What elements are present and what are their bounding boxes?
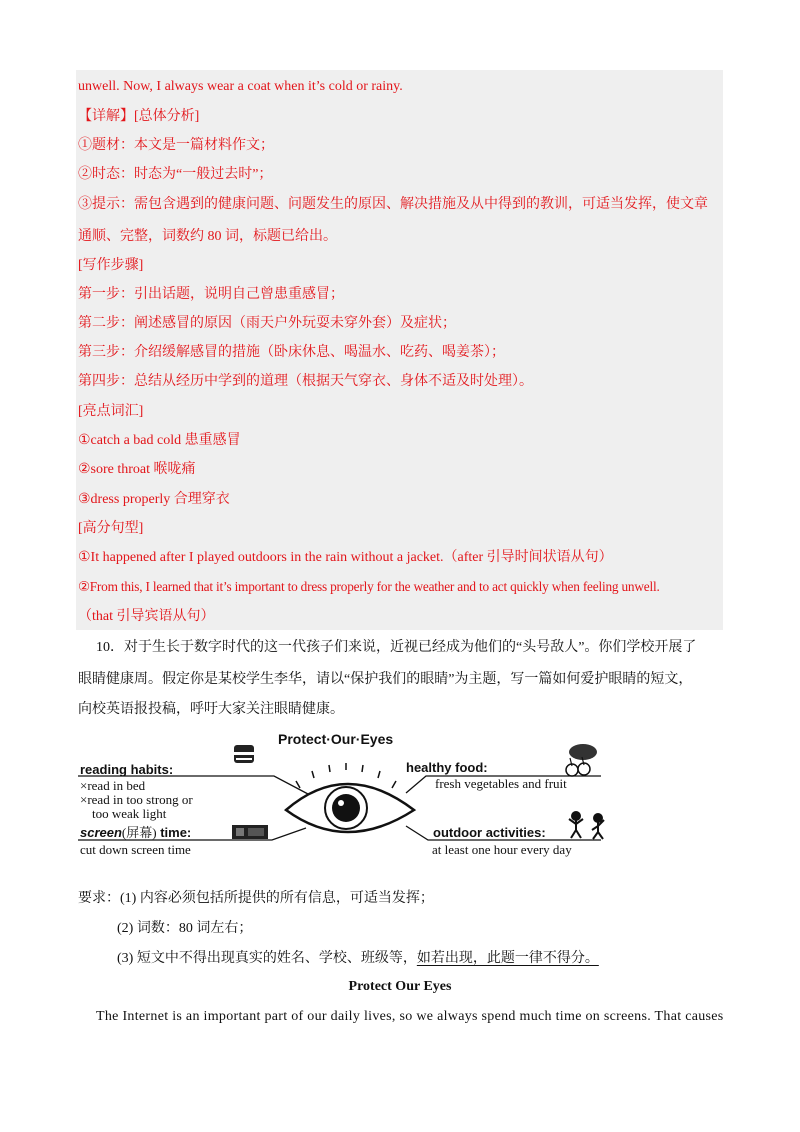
answer-line: 第四步：总结从经历中学到的道理（根据天气穿衣、身体不适及时处理）。 [78,374,533,389]
reading-habit-item: ×read in too strong or [80,792,193,807]
answer-line: ①It happened after I played outdoors in the rain without a jacket.（after 引导时间状语从句） [78,550,613,565]
healthy-food-heading: healthy food: [406,760,488,775]
reading-habits-heading: reading habits: [80,762,174,777]
reading-habit-item: ×read in bed [80,778,146,793]
requirement-1: 要求：(1) 内容必须包括所提供的所有信息，可适当发挥； [78,891,434,906]
book-stack-icon [230,745,258,763]
answer-line: unwell. Now, I always wear a coat when it’s cold or rainy. [78,79,403,94]
question-text: 眼睛健康周。假定你是某校学生李华，请以“保护我们的眼睛”为主题，写一篇如何爱护眼睛的短文， [78,672,693,687]
requirement-3-text: (3) 短文中不得出现真实的姓名、学校、班级等， [117,951,417,966]
screen-time-text: cut down screen time [80,842,191,857]
requirement-3 [117,950,599,968]
outdoor-activities-heading: outdoor activities: [433,825,546,840]
answer-line: ②From this, I learned that it’s important to dress properly for the weather and to act quickly when feeling unwell. [78,579,660,594]
answer-line: [亮点词汇] [78,404,144,419]
diagram-title: Protect·Our·Eyes [278,731,394,747]
answer-line: ③dress properly 合理穿衣 [78,492,230,507]
answer-line: 通顺、完整，词数约 80 词，标题已给出。 [78,229,337,244]
requirement-2: (2) 词数：80 词左右； [117,921,253,936]
outdoor-activities-text: at least one hour every day [432,842,572,857]
answer-line: 第三步：介绍缓解感冒的措施（卧床休息、喝温水、吃药、喝姜茶）； [78,345,505,360]
question-text: 10．对于生长于数字时代的这一代孩子们来说，近视已经成为他们的“头号敌人”。你们学校开展了 [96,640,697,655]
answer-line: ②sore throat 喉咙痛 [78,462,196,477]
answer-line: ③提示：需包含遇到的健康问题、问题发生的原因、解决措施及从中得到的教训，可适当发挥，使文章 [78,197,708,212]
answer-line: ①题材：本文是一篇材料作文； [78,138,274,153]
fruit-vegetables-icon [566,744,597,776]
screen-devices-icon [232,825,268,839]
answer-line: [高分句型] [78,521,144,536]
question-text: 向校英语报投稿，呼吁大家关注眼睛健康。 [78,702,344,717]
answer-line: 【详解】[总体分析] [78,109,200,124]
essay-first-line: The Internet is an important part of our daily lives, so we always spend much time on screens. That causes [96,1009,724,1024]
answer-line: ①catch a bad cold 患重感冒 [78,433,241,448]
answer-line: ②时态：时态为“一般过去时”； [78,167,273,182]
requirement-3-warning: 如若出现，此题一律不得分。 [416,951,599,966]
answer-line: 第二步：阐述感冒的原因（雨天户外玩耍未穿外套）及症状； [78,316,456,331]
answer-line: 第一步：引出话题，说明自己曾患重感冒； [78,287,344,302]
essay-title: Protect Our Eyes [348,979,452,994]
protect-our-eyes-diagram [76,728,616,866]
answer-line: [写作步骤] [78,258,144,273]
healthy-food-text: fresh vegetables and fruit [435,776,567,791]
children-playing-icon [569,812,604,839]
answer-line: （that 引导宾语从句） [78,609,215,624]
screen-time-heading: screen(屏幕) time: [80,825,192,840]
reading-habit-item: too weak light [92,806,167,821]
